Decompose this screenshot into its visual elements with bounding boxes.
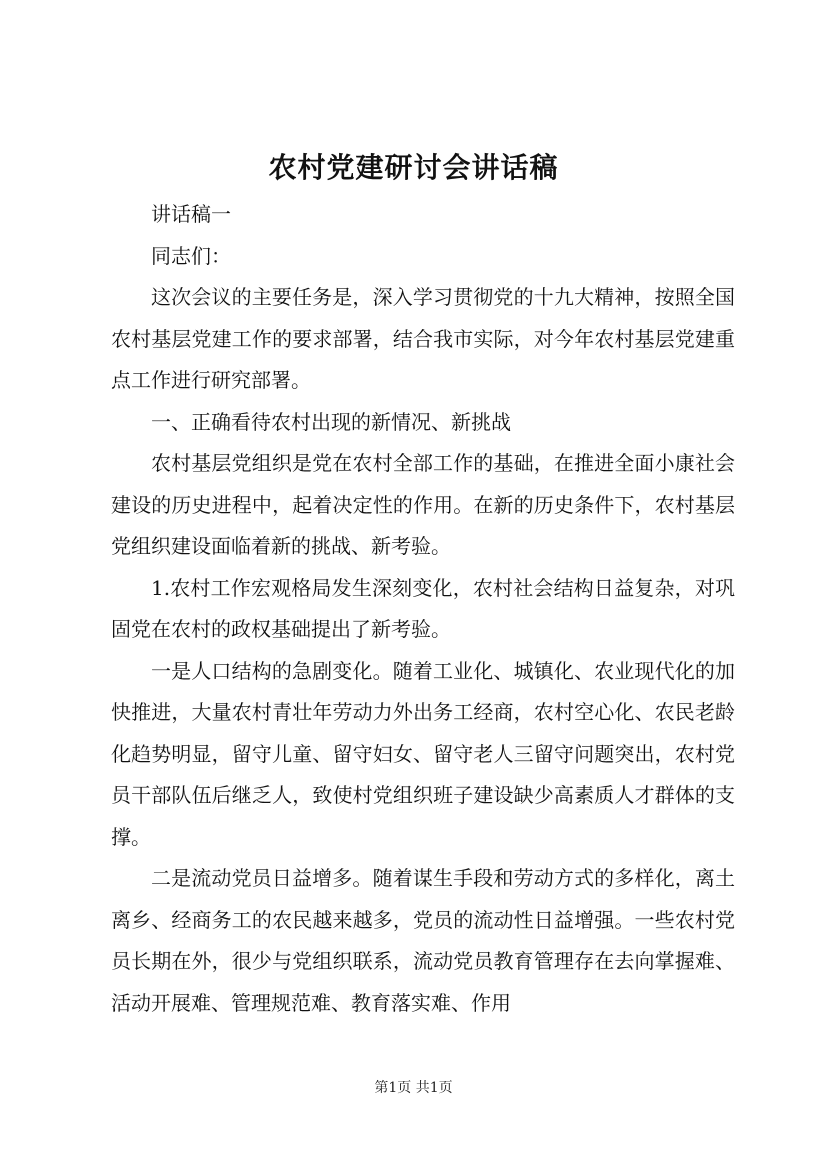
paragraph: 这次会议的主要任务是，深入学习贯彻党的十九大精神，按照全国农村基层党建工作的要求部署，结合我市实际，对今年农村基层党建重点工作进行研究部署。 bbox=[111, 285, 735, 392]
document-body bbox=[111, 194, 735, 1024]
paragraph: 农村基层党组织是党在农村全部工作的基础，在推进全面小康社会建设的历史进程中，起着决定性的作用。在新的历史条件下，农村基层党组织建设面临着新的挑战、新考验。 bbox=[111, 451, 735, 558]
page-footer: 第1页 共1页 bbox=[374, 1080, 453, 1096]
section-heading: 一、正确看待农村出现的新情况、新挑战 bbox=[151, 409, 511, 434]
paragraph-label: 讲话稿一 bbox=[151, 202, 231, 226]
paragraph-salutation: 同志们： bbox=[151, 243, 231, 268]
document-title: 农村党建研讨会讲话稿 bbox=[268, 151, 559, 184]
paragraph: 一是人口结构的急剧变化。随着工业化、城镇化、农业现代化的加快推进，大量农村青壮年劳动力外出务工经商，农村空心化、农民老龄化趋势明显，留守儿童、留守妇女、留守老人三留守问题突出，农村党员干部队伍后继乏人，致使村党组织班子建设缺少高素质人才群体的支撑。 bbox=[111, 658, 735, 849]
paragraph: 二是流动党员日益增多。随着谋生手段和劳动方式的多样化，离土离乡、经商务工的农民越来越多，党员的流动性日益增强。一些农村党员长期在外，很少与党组织联系，流动党员教育管理存在去向掌握难、活动开展难、管理规范难、教育落实难、作用 bbox=[111, 866, 735, 1015]
paragraph: 1.农村工作宏观格局发生深刻变化，农村社会结构日益复杂，对巩固党在农村的政权基础提出了新考验。 bbox=[111, 575, 735, 641]
